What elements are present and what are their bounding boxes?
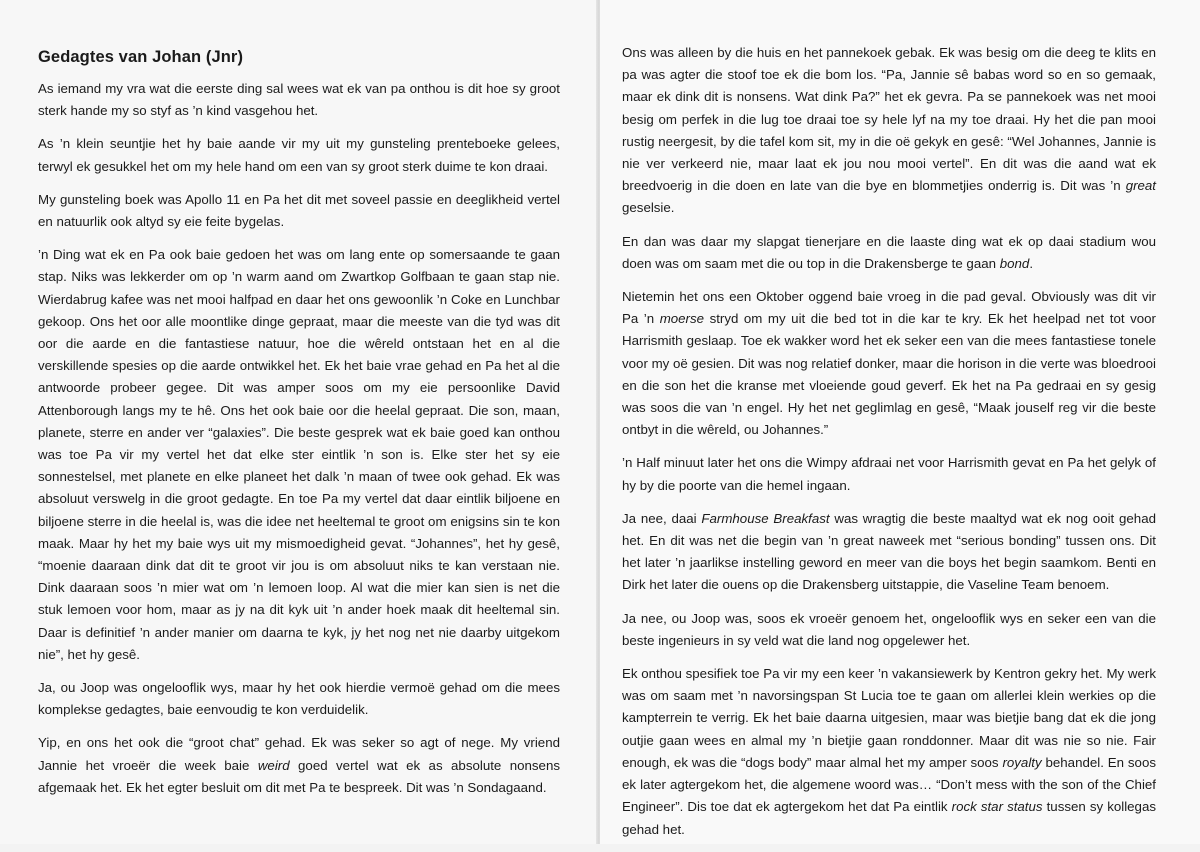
left-paragraph-3 [38,189,560,233]
right-paragraph-1 [622,42,1156,220]
left-paragraph-2 [38,133,560,177]
paragraph-text: Ja nee, daai [622,510,702,526]
right-paragraph-6 [622,608,1156,652]
paragraph-text: Ons was alleen by die huis en het pannekoek gebak. Ek was besig om die deeg te klits en pa was agter die stoof toe ek die bom los. “Pa, Jannie sê babas word so en so gemaak, maar ek dink dit is nonsens. Wat dink Pa?” het ek gevra. Pa se pannekoek was net mooi besig om perfek in die lug toe draai toe sy hele lyf na my toe draai. Hy het die pan mooi rustig neergesit, by die tafel kom sit, my in die oë gekyk en gesê: “Wel Johannes, Jannie is nie ver verkeerd nie, maar laat ek jou nou mooi vertel”. En dit was die aand wat ek breedvoerig in die doen en late van die bye en blommetjies onderrig is. Dit was ’n [622,45,1156,194]
left-paragraph-1 [38,78,560,122]
paragraph-text: tussen sy kollegas gehad het. [622,799,1156,837]
left-paragraph-4 [38,244,560,666]
italic-text: rock star status [951,799,1043,815]
paragraph-text: ’n Ding wat ek en Pa ook baie gedoen het was om lang ente op somersaande te gaan stap. Niks was lekkerder om op ’n warm aand om Zwartkop Golfbaan te gaan stap nie. Wierdabrug kafee was net mooi halfpad en daar het ons gewoonlik ’n Coke en Lunchbar gekoop. Ons het oor alle moontlike dinge gepraat, maar die meeste van die tyd was dit oor die aarde en die fantastiese natuur, hoe die wêreld ontstaan het en al die verskillende spesies op die aarde ontwikkel het. Ek het baie vrae gehad en Pa het al die antwoorde probeer gegee. Dit was amper soos om my eie persoonlike David Attenborough langs my te hê. Ons het ook baie oor die heelal gepraat. Die son, maan, planete, sterre en ander ver “galaxies”. Die beste gesprek wat ek baie goed kan onthou was toe Pa vir my vertel het dat elke ster eintlik ’n son is. Elke ster het sy eie sonnestelsel, met planete en elke planeet het dalk ’n maan of twee ook gehad. Ek was absoluut verswelg in die groot gedagte. En toe Pa my vertel dat daar eintlik biljoene en biljoene sterre in die heelal is, was die idee net heeltemal te groot om enigsins sin te kon maak. Maar hy het my baie wys uit my mismoedigheid gevat. “Johannes”, het hy gesê, “moenie daaraan dink dat dit te groot vir jou is om absoluut niks te kan verstaan nie. Dink daaraan soos ’n mier wat om ’n lemoen loop. Al wat die mier kan sien is net die stuk lemoen voor hom, maar as jy na dit kyk uit ’n ander hoek maak dit heeltemal sin. Daar is definitief ’n ander manier om daarna te kyk, jy het nog net nie daarby uitgekom nie”, het hy gesê. [38,247,560,662]
left-page [0,0,598,844]
right-paragraph-3 [622,286,1156,441]
paragraph-text: geselsie. [622,200,675,216]
paragraph-text: . [1029,255,1034,271]
right-paragraph-2 [622,231,1156,275]
left-paragraphs [38,78,560,799]
paragraph-text: goed vertel wat ek as absolute nonsens afgemaak het. Ek het egter besluit om dit met Pa te bespreek. Dit was ’n Sondagaand. [38,757,560,795]
page-title: Gedagtes van Johan (Jnr) [38,48,244,66]
left-text-column [38,44,560,810]
paragraph-text: was wragtig die beste maaltyd wat ek nog ooit gehad het. En dit was net die begin van ’n great naweek met “serious bonding” tussen ons. Dit het later ’n jaarlikse instelling geword en meer van die boys het begin saamkom. Benti en Dirk het later die ouens op die Drakensberg uitstappie, die Vaseline Team benoem. [622,510,1156,593]
right-paragraph-5 [622,508,1156,597]
right-text-column [622,42,1156,852]
italic-text: royalty [1002,754,1042,770]
paragraph-text: Ja nee, ou Joop was, soos ek vroeër genoem het, ongelooflik wys en seker een van die beste ingenieurs in sy veld wat die land nog opgelewer het. [622,610,1156,648]
italic-text: great [1125,178,1156,194]
left-paragraph-5 [38,677,560,721]
paragraph-text: As iemand my vra wat die eerste ding sal wees wat ek van pa onthou is dit hoe sy groot sterk hande my so styf as ’n kind vasgehou het. [38,81,560,119]
paragraph-text: Nietemin het ons een Oktober oggend baie vroeg in die pad geval. Obviously was dit vir Pa ’n [622,289,1156,327]
paragraph-text: My gunsteling boek was Apollo 11 en Pa het dit met soveel passie en deeglikheid vertel en natuurlik ook altyd sy eie feite bygelas. [38,191,560,230]
paragraph-text: As ’n klein seuntjie het hy baie aande vir my uit my gunsteling prenteboeke gelees, terwyl ek gesukkel het om my hele hand om een van sy groot sterk duime te kon draai. [38,136,560,174]
right-paragraphs [622,42,1156,841]
paragraph-text: Ja, ou Joop was ongelooflik wys, maar hy het ook hierdie vermoë gehad om die mees komplekse gedagtes, baie eenvoudig te kon verduidelik. [38,680,560,718]
left-paragraph-6 [38,732,560,799]
paragraph-text: Yip, en ons het ook die “groot chat” gehad. Ek was seker so agt of nege. My vriend Jannie het vroeër die week baie [38,735,560,773]
paragraph-text: stryd om my uit die bed tot in die kar te kry. Ek het heelpad net tot voor Harrismith geslaap. Toe ek wakker word het ek seker een van die mees fantastiese tonele voor my oë gesien. Dit was nog relatief donker, maar die horison in die verte was bloedrooi en die son het die kranse met vloeiende goud geverf. Ek het na Pa gedraai en sy gesig was soos die van ’n engel. Hy het net geglimlag en gesê, “Maak jouself reg vir die beste ontbyt in die wêreld, ou Johannes.” [622,311,1156,438]
italic-text: weird [257,757,290,773]
italic-text: bond [999,255,1030,271]
right-paragraph-4 [622,452,1156,496]
paragraph-text: Ek onthou spesifiek toe Pa vir my een keer ’n vakansiewerk by Kentron gekry het. My werk was om saam met ’n navorsingspan St Lucia toe te gaan om allerlei klein werkies op die kampterrein te verrig. Ek het baie daarna uitgesien, maar was bietjie bang dat ek die jong outjie gaan wees en almal my ’n bietjie gaan ronddonner. Maar dit was nie so nie. Fair enough, ek was die “dogs body” maar almal het my amper soos [622,666,1156,770]
right-page [600,0,1200,844]
paragraph-text: behandel. En soos ek later agtergekom het, die algemene woord was… “Don’t mess with the son of the Chief Engineer”. Dis toe dat ek agtergekom het dat Pa eintlik [622,754,1156,815]
right-paragraph-7 [622,663,1156,841]
italic-text: moerse [659,311,705,327]
italic-text: Farmhouse Breakfast [701,510,830,526]
paragraph-text: En dan was daar my slapgat tienerjare en die laaste ding wat ek op daai stadium wou doen was om saam met die ou top in die Drakensberge te gaan [622,233,1156,271]
paragraph-text: ’n Half minuut later het ons die Wimpy afdraai net voor Harrismith gevat en Pa het gelyk of hy by die poorte van die hemel ingaan. [622,455,1156,493]
